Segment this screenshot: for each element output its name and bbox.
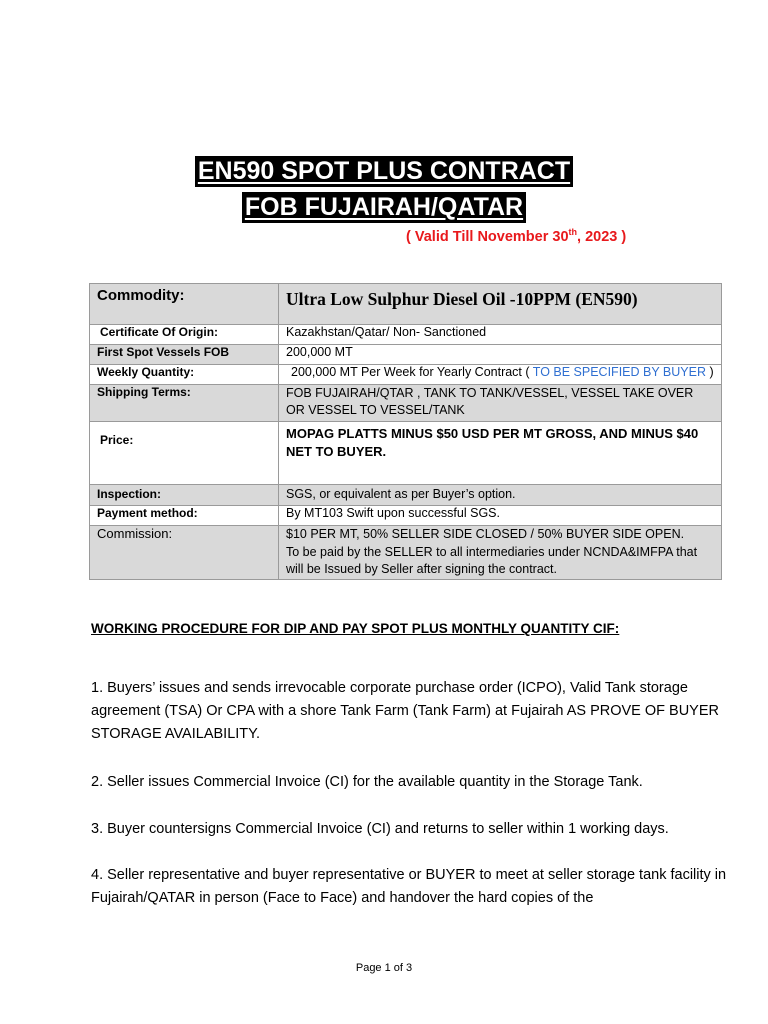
- commission-line1: $10 PER MT, 50% SELLER SIDE CLOSED / 50% BUYER SIDE OPEN.: [286, 527, 685, 541]
- table-row-commodity: [90, 284, 722, 325]
- commodity-label: Commodity:: [90, 284, 279, 325]
- buyer-spec-highlight: TO BE SPECIFIED BY BUYER: [532, 365, 706, 379]
- inspection-value: SGS, or equivalent as per Buyer’s option.: [279, 485, 722, 506]
- procedure-step-1: 1. Buyers’ issues and sends irrevocable corporate purchase order (ICPO), Valid Tank storage agreement (TSA) Or CPA with a shore Tank Farm (Tank Farm) at Fujairah AS PROVE OF BUYER STORAGE AVAILABILITY.: [91, 680, 719, 742]
- shipping-label: Shipping Terms:: [90, 385, 279, 422]
- first-spot-label: First Spot Vessels FOB: [90, 345, 279, 365]
- origin-value: Kazakhstan/Qatar/ Non- Sanctioned: [279, 325, 722, 345]
- weekly-value: 200,000 MT Per Week for Yearly Contract ( TO BE SPECIFIED BY BUYER ): [279, 365, 722, 385]
- page-number: Page 1 of 3: [355, 962, 413, 974]
- inspection-label: Inspection:: [90, 485, 279, 506]
- title-block-line1: [0, 156, 768, 187]
- commission-line2: To be paid by the SELLER to all intermediaries under NCNDA&IMFPA that will be Issued by Seller after signing the contract.: [286, 544, 698, 576]
- contract-subtitle: FOB FUJAIRAH/QATAR: [242, 192, 526, 223]
- weekly-label: Weekly Quantity:: [90, 365, 279, 385]
- price-value: MOPAG PLATTS MINUS $50 USD PER MT GROSS, AND MINUS $40 NET TO BUYER.: [279, 422, 722, 485]
- commission-label: Commission:: [90, 526, 279, 580]
- commodity-value: Ultra Low Sulphur Diesel Oil -10PPM (EN590): [279, 284, 722, 325]
- procedure-step-4: 4. Seller representative and buyer representative or BUYER to meet at seller storage tank facility in Fujairah/QATAR in person (Face to Face) and handover the hard copies of the: [91, 867, 727, 906]
- procedure-heading: WORKING PROCEDURE FOR DIP AND PAY SPOT PLUS MONTHLY QUANTITY CIF:: [91, 621, 620, 636]
- shipping-value: FOB FUJAIRAH/QTAR , TANK TO TANK/VESSEL, VESSEL TAKE OVER OR VESSEL TO VESSEL/TANK: [279, 385, 722, 422]
- table-row-payment: [90, 506, 722, 526]
- validity-note: ( Valid Till November 30th, 2023 ): [406, 227, 627, 245]
- origin-label: Certificate Of Origin:: [90, 325, 279, 345]
- contract-title: EN590 SPOT PLUS CONTRACT: [195, 156, 573, 187]
- first-spot-value: 200,000 MT: [279, 345, 722, 365]
- table-row-price: [90, 422, 722, 485]
- price-label: Price:: [90, 422, 279, 485]
- procedure-step-3: 3. Buyer countersigns Commercial Invoice (CI) and returns to seller within 1 working days.: [91, 821, 669, 837]
- table-row-shipping: [90, 385, 722, 422]
- table-row-commission: [90, 526, 722, 580]
- commission-value: [279, 526, 722, 580]
- payment-label: Payment method:: [90, 506, 279, 526]
- payment-value: By MT103 Swift upon successful SGS.: [279, 506, 722, 526]
- table-row-weekly: [90, 365, 722, 385]
- title-block-line2: [0, 192, 768, 223]
- table-row-first-spot: [90, 345, 722, 365]
- terms-table: [89, 283, 722, 580]
- procedure-step-2: 2. Seller issues Commercial Invoice (CI) for the available quantity in the Storage Tank.: [91, 774, 643, 790]
- table-row-inspection: [90, 485, 722, 506]
- table-row-origin: [90, 325, 722, 345]
